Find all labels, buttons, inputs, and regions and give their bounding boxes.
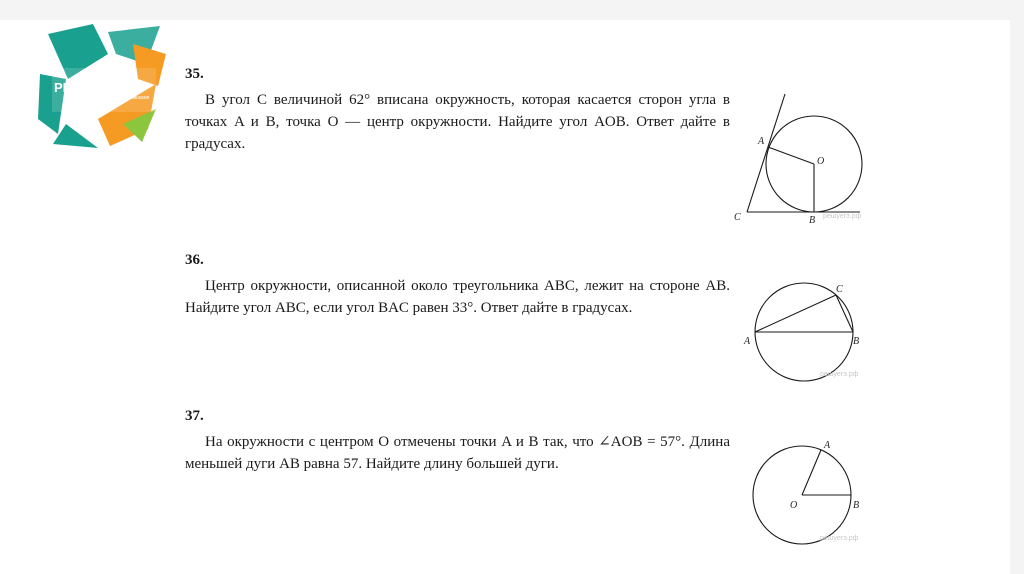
proarifmetika-logo: [38, 24, 168, 148]
label-a: A: [758, 136, 765, 147]
label-b: B: [809, 215, 816, 226]
problem-number: 36.: [185, 252, 204, 268]
watermark: решуегэ.рф: [820, 371, 859, 378]
logo-line3: гимназия: [128, 95, 150, 101]
right-frame: [1010, 0, 1024, 574]
problem-number: 35.: [185, 66, 204, 82]
label-c: C: [734, 212, 741, 223]
problem-36: [185, 252, 730, 319]
logo-brand-pro: PRO: [54, 80, 83, 95]
radius-oa: [768, 147, 814, 164]
logo-brand-rest: рифметика: [82, 83, 138, 94]
logo-grade: С2: [66, 101, 87, 118]
radius-oa: [802, 450, 821, 495]
label-a: A: [744, 336, 751, 347]
problem-35: [185, 66, 730, 155]
figure-35: [730, 92, 870, 230]
watermark: решуегэ.рф: [820, 535, 859, 542]
top-frame: [0, 0, 1024, 20]
logo-line1: математическая: [78, 73, 116, 79]
side-ac: [755, 295, 836, 332]
figure-37: [740, 436, 870, 548]
figure-36: [740, 278, 870, 384]
problem-number: 37.: [185, 408, 204, 424]
label-c: C: [836, 284, 843, 295]
label-b: B: [853, 336, 860, 347]
tangent-line-ca: [747, 94, 785, 212]
label-o: O: [790, 500, 798, 511]
problem-37: [185, 408, 730, 475]
problem-text: На окружности с центром O отмечены точки A и B так, что ∠AOB = 57°. Длина меньшей дуги AB равна 57. Найдите длину большей дуги.: [185, 434, 730, 472]
watermark: решуегэ.рф: [823, 213, 862, 220]
label-b: B: [853, 500, 860, 511]
problem-text: В угол С величиной 62° вписана окружность, которая касается сторон угла в точках A и B, точка O — центр окружности. Найдите угол AOB. Ответ дайте в градусах.: [185, 92, 730, 152]
label-o: O: [817, 156, 825, 167]
label-a: A: [824, 440, 831, 451]
problem-text: Центр окружности, описанной около треугольника ABC, лежит на стороне AB. Найдите угол ABC, если угол BAC равен 33°. Ответ дайте в градусах.: [185, 278, 730, 316]
side-cb: [836, 295, 853, 332]
